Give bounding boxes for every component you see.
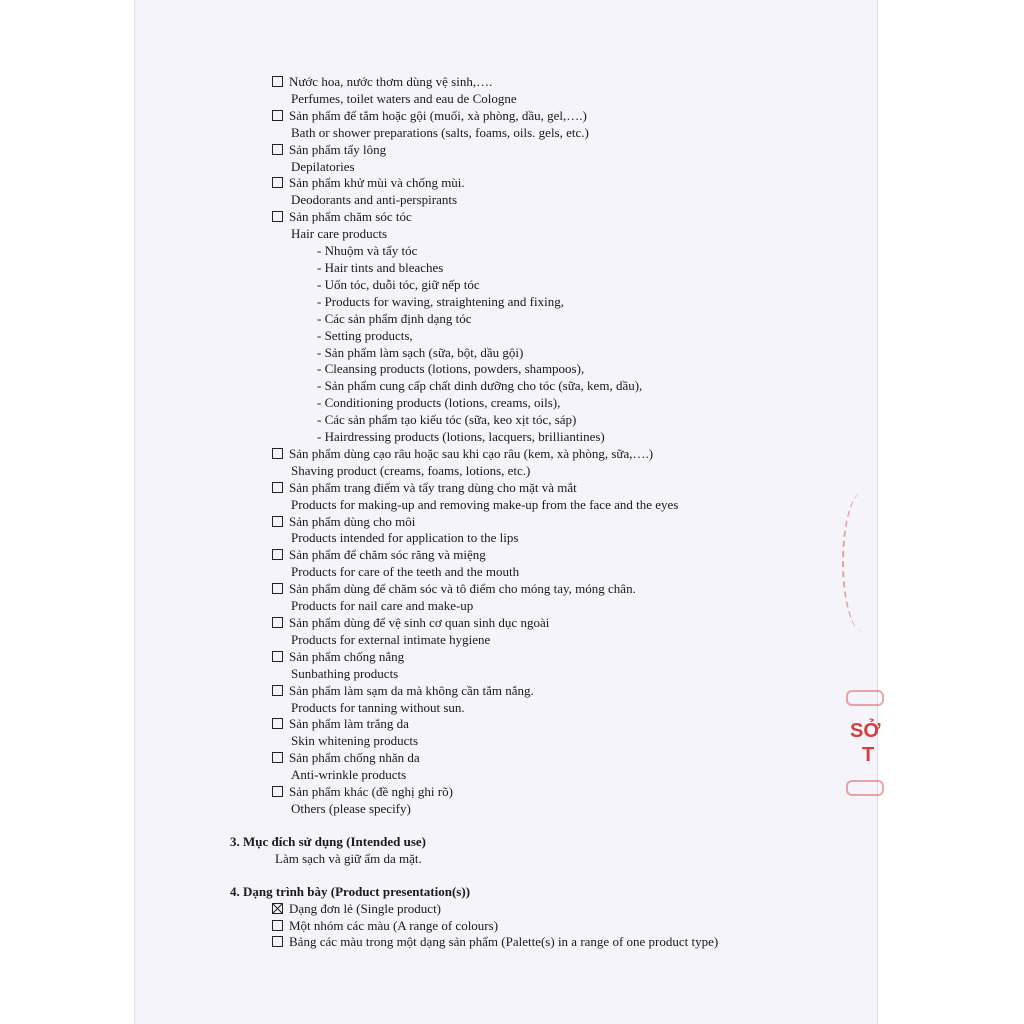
- category-item: [272, 175, 832, 209]
- checkbox[interactable]: [272, 752, 283, 763]
- subitem: - Sản phẩm làm sạch (sữa, bột, dầu gội): [317, 344, 524, 360]
- subitem: - Các sản phẩm tạo kiểu tóc (sữa, keo xịt tóc, sáp): [317, 412, 577, 428]
- category-item: [272, 716, 832, 750]
- category-item: [272, 750, 832, 784]
- category-en: Products for making-up and removing make-up from the face and the eyes: [291, 496, 679, 512]
- category-vn: Sản phẩm để tắm hoặc gội (muối, xà phòng, dầu, gel,….): [289, 107, 587, 123]
- stamp-mark: [846, 690, 884, 706]
- subitem: - Hair tints and bleaches: [317, 259, 444, 275]
- category-en: Others (please specify): [291, 800, 411, 816]
- category-item: [272, 514, 832, 548]
- stamp-text: T: [862, 744, 875, 766]
- category-en: Bath or shower preparations (salts, foams, oils. gels, etc.): [291, 124, 589, 140]
- subitem: - Conditioning products (lotions, creams, oils),: [317, 395, 561, 411]
- checkbox[interactable]: [272, 516, 283, 527]
- subitem: - Hairdressing products (lotions, lacquers, brilliantines): [317, 429, 605, 445]
- section-3-body: Làm sạch và giữ ẩm da mặt.: [275, 850, 422, 866]
- category-item: [272, 108, 832, 142]
- category-en: Perfumes, toilet waters and eau de Cologne: [291, 90, 517, 106]
- category-item: [272, 209, 832, 243]
- category-vn: Sản phẩm dùng để chăm sóc và tô điểm cho móng tay, móng chân.: [289, 581, 636, 597]
- category-vn: Sản phẩm chống nắng: [289, 648, 405, 664]
- checkbox[interactable]: [272, 583, 283, 594]
- category-vn: Nước hoa, nước thơm dùng vệ sinh,….: [289, 74, 493, 89]
- category-en: Products for care of the teeth and the mouth: [291, 564, 520, 580]
- checkbox[interactable]: [272, 617, 283, 628]
- category-item: [272, 649, 832, 683]
- category-item: [272, 446, 832, 480]
- checkbox[interactable]: [272, 110, 283, 121]
- stamp-seal-arc: [842, 492, 884, 632]
- subitem: - Cleansing products (lotions, powders, shampoos),: [317, 361, 585, 377]
- category-item: [272, 547, 832, 581]
- option-label: Một nhóm các màu (A range of colours): [289, 917, 499, 933]
- category-item: [272, 74, 832, 108]
- category-vn: Sản phẩm chăm sóc tóc: [289, 209, 412, 225]
- checkbox[interactable]: [272, 685, 283, 696]
- category-item: [272, 142, 832, 176]
- checkbox[interactable]: [272, 211, 283, 222]
- category-vn: Sản phẩm dùng cạo râu hoặc sau khi cạo râu (kem, xà phòng, sữa,….): [289, 445, 654, 461]
- subitem: - Nhuộm và tẩy tóc: [317, 243, 418, 259]
- subitem: - Setting products,: [317, 327, 413, 343]
- category-item: [272, 615, 832, 649]
- category-en: Skin whitening products: [291, 733, 419, 749]
- checkbox-checked[interactable]: [272, 903, 283, 914]
- checkbox[interactable]: [272, 936, 283, 947]
- category-en: Depilatories: [291, 158, 355, 174]
- category-en: Shaving product (creams, foams, lotions, etc.): [291, 462, 531, 478]
- checkbox[interactable]: [272, 448, 283, 459]
- category-vn: Sản phẩm để chăm sóc răng và miệng: [289, 547, 486, 563]
- category-en: Products intended for application to the lips: [291, 530, 519, 546]
- category-en: Hair care products: [291, 226, 388, 242]
- checkbox[interactable]: [272, 920, 283, 931]
- stamp-text: SỞ: [850, 720, 881, 742]
- section-3-title: 3. Mục đích sử dụng (Intended use): [230, 833, 426, 849]
- subitem: - Products for waving, straightening and fixing,: [317, 293, 564, 309]
- category-en: Products for nail care and make-up: [291, 598, 474, 614]
- checkbox[interactable]: [272, 786, 283, 797]
- category-en: Products for tanning without sun.: [291, 699, 465, 715]
- stamp-mark: [846, 780, 884, 796]
- option-label: Bảng các màu trong một dạng sản phẩm (Palette(s) in a range of one product type): [289, 934, 719, 950]
- hair-subitems: [272, 243, 832, 446]
- category-item: [272, 683, 832, 717]
- checkbox[interactable]: [272, 651, 283, 662]
- category-vn: Sản phẩm chống nhăn da: [289, 750, 420, 766]
- category-vn: Sản phẩm trang điểm và tẩy trang dùng cho mặt và mắt: [289, 479, 577, 495]
- category-en: Products for external intimate hygiene: [291, 631, 491, 647]
- presentation-options: [272, 901, 832, 952]
- checkbox[interactable]: [272, 718, 283, 729]
- section-4-title: 4. Dạng trình bày (Product presentation(s)): [230, 883, 471, 899]
- category-vn: Sản phẩm tẩy lông: [289, 141, 387, 157]
- checkbox[interactable]: [272, 549, 283, 560]
- category-vn: Sản phẩm dùng để vệ sinh cơ quan sinh dục ngoài: [289, 615, 550, 630]
- category-vn: Sản phẩm làm sạm da mà không cần tắm nắng.: [289, 682, 534, 698]
- subitem: - Các sản phẩm định dạng tóc: [317, 310, 472, 326]
- category-vn: Sản phẩm dùng cho môi: [289, 513, 416, 529]
- category-item: [272, 480, 832, 514]
- category-en: Sunbathing products: [291, 665, 399, 681]
- category-vn: Sản phẩm làm trắng da: [289, 716, 409, 732]
- checkbox[interactable]: [272, 144, 283, 155]
- category-vn: Sản phẩm khác (đề nghị ghi rõ): [289, 784, 453, 800]
- category-en: Anti-wrinkle products: [291, 767, 407, 783]
- checkbox[interactable]: [272, 76, 283, 87]
- subitem: - Sản phẩm cung cấp chất dinh dưỡng cho tóc (sữa, kem, dầu),: [317, 378, 643, 394]
- subitem: - Uốn tóc, duỗi tóc, giữ nếp tóc: [317, 276, 480, 292]
- checkbox[interactable]: [272, 177, 283, 188]
- category-item: [272, 581, 832, 615]
- category-item: [272, 784, 832, 818]
- form-content: [230, 74, 832, 951]
- option-label: Dạng đơn lẻ (Single product): [289, 900, 442, 916]
- checkbox[interactable]: [272, 482, 283, 493]
- category-vn: Sản phẩm khử mùi và chống mùi.: [289, 175, 465, 191]
- category-en: Deodorants and anti-perspirants: [291, 192, 458, 208]
